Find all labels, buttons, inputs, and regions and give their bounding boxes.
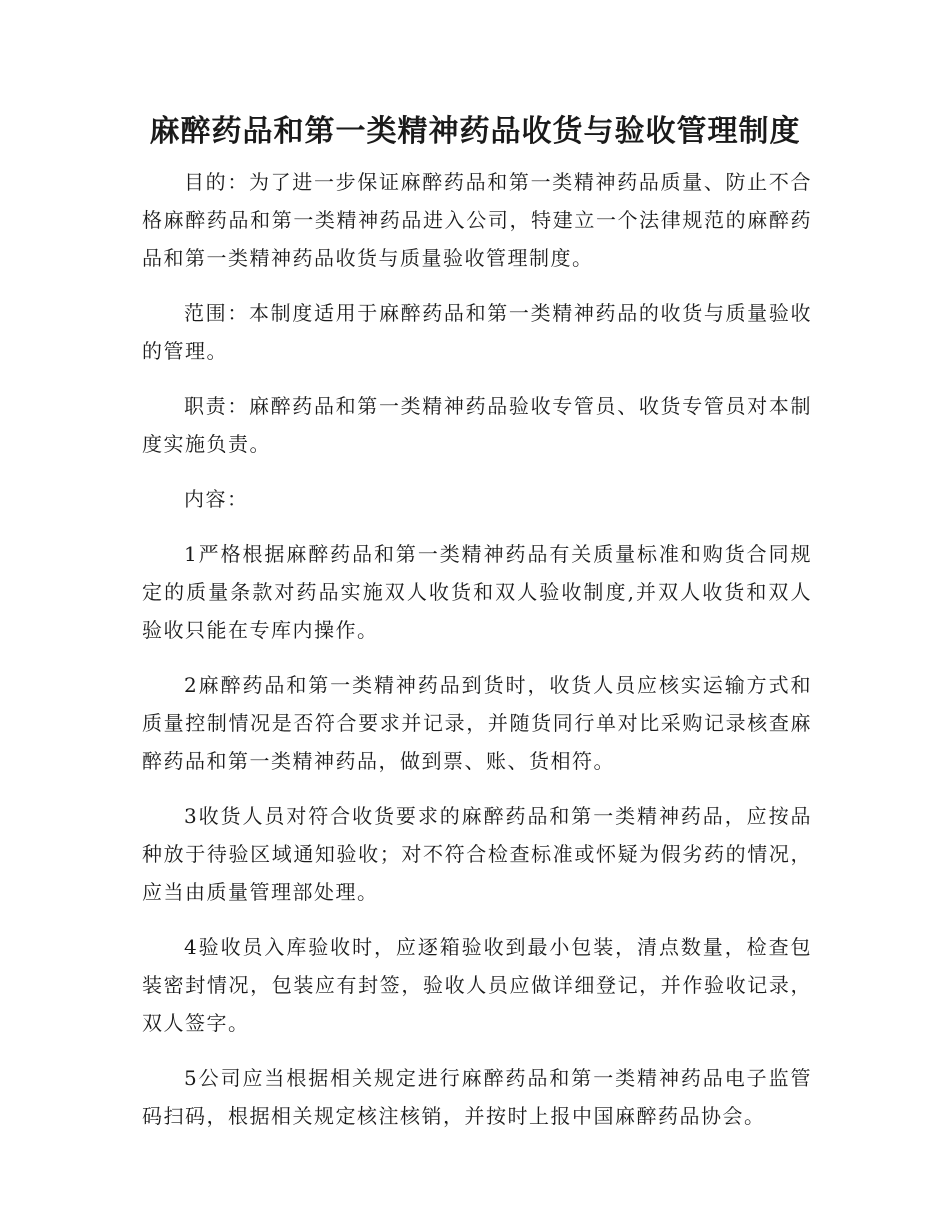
- paragraph-content-heading: 内容：: [184, 487, 249, 511]
- paragraph-scope: 范围：本制度适用于麻醉药品和第一类精神药品的收货与质量验收的管理。: [142, 301, 812, 363]
- paragraph-item-3: 3收货人员对符合收货要求的麻醉药品和第一类精神药品，应按品种放于待验区域通知验收；对不符合检查标准或怀疑为假劣药的情况，应当由质量管理部处理。: [142, 804, 812, 904]
- paragraph-purpose: 目的：为了进一步保证麻醉药品和第一类精神药品质量、防止不合格麻醉药品和第一类精神药品进入公司，特建立一个法律规范的麻醉药品和第一类精神药品收货与质量验收管理制度。: [142, 170, 812, 270]
- paragraph-item-5: 5公司应当根据相关规定进行麻醉药品和第一类精神药品电子监管码扫码，根据相关规定核注核销，并按时上报中国麻醉药品协会。: [142, 1066, 812, 1128]
- paragraph-item-4: 4验收员入库验收时，应逐箱验收到最小包装，清点数量，检查包装密封情况，包装应有封签，验收人员应做详细登记，并作验收记录，双人签字。: [142, 935, 812, 1035]
- document-body: [142, 163, 812, 1152]
- paragraph-item-1: 1严格根据麻醉药品和第一类精神药品有关质量标准和购货合同规定的质量条款对药品实施双人收货和双人验收制度,并双人收货和双人验收只能在专库内操作。: [142, 542, 812, 642]
- paragraph-item-2: 2麻醉药品和第一类精神药品到货时，收货人员应核实运输方式和质量控制情况是否符合要求并记录，并随货同行单对比采购记录核查麻醉药品和第一类精神药品，做到票、账、货相符。: [142, 673, 812, 773]
- document-title: 麻醉药品和第一类精神药品收货与验收管理制度: [149, 114, 801, 149]
- paragraph-responsibility: 职责：麻醉药品和第一类精神药品验收专管员、收货专管员对本制度实施负责。: [142, 394, 812, 456]
